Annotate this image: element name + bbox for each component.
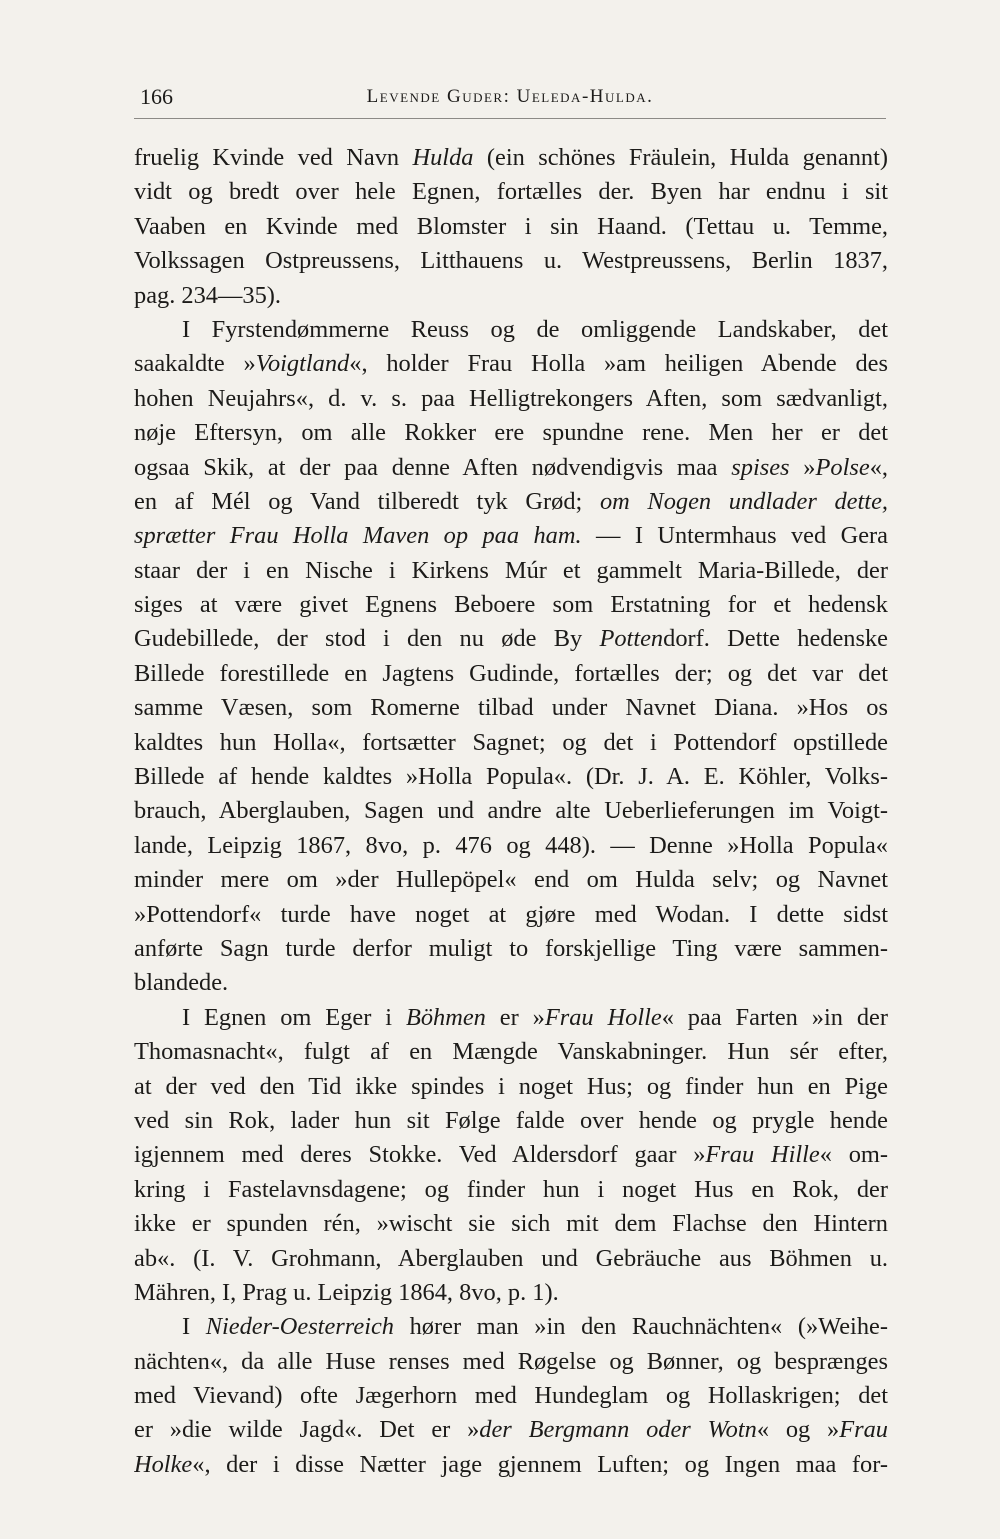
text-run: Volkssagen Ostpreussens, Litthauens u. Westpreussens, Berlin 1837,: [134, 247, 888, 275]
text-line: [134, 1448, 888, 1482]
text-line: [134, 726, 888, 760]
text-line: [134, 175, 888, 209]
text-line: [134, 760, 888, 794]
page-header: [134, 82, 886, 116]
text-line: [134, 451, 888, 485]
text-run: at der ved den Tid ikke spindes i noget Hus; og finder hun en Pige: [134, 1072, 888, 1100]
text-line: [134, 1138, 888, 1172]
text-run: fruelig Kvinde ved Navn: [134, 144, 413, 171]
text-run: dorf. Dette hedenske: [663, 625, 888, 653]
text-run: ogsaa Skik, at der paa denne Aften nødvendigvis maa: [134, 453, 732, 481]
italic-text: Nieder-Oesterreich: [205, 1313, 394, 1341]
text-run: Billede af hende kaldtes »Holla Popula«. (Dr. J. A. E. Köhler, Volks-: [134, 763, 888, 791]
text-run: nächten«, da alle Huse renses med Røgelse og Bønner, og besprænges: [134, 1347, 888, 1375]
text-run: samme Væsen, som Romerne tilbad under Navnet Diana. »Hos os: [134, 694, 888, 722]
text-line: [134, 279, 888, 313]
text-run: «, holder Frau Holla »am heiligen Abende des: [349, 350, 888, 378]
italic-text: Böhmen: [405, 1003, 486, 1031]
text-run: igjennem med deres Stokke. Ved Aldersdorf gaar »: [134, 1141, 706, 1169]
italic-text: der Bergmann oder Wotn: [479, 1416, 757, 1444]
italic-text: spises: [731, 453, 790, 481]
text-run: « og »: [756, 1416, 840, 1444]
text-run: ikke er spunden rén, »wischt sie sich mit dem Flachse den Hintern: [134, 1210, 888, 1238]
text-line: [134, 1104, 888, 1138]
text-line: [134, 1310, 888, 1344]
text-run: Vaaben en Kvinde med Blomster i sin Haand. (Tettau u. Temme,: [134, 212, 888, 240]
italic-text: Frau Hille: [705, 1141, 820, 1169]
text-run: minder mere om »der Hullepöpel« end om Hulda selv; og Navnet: [134, 866, 888, 894]
italic-text: Potten: [599, 625, 664, 653]
text-line: [134, 657, 888, 691]
text-run: nøje Eftersyn, om alle Rokker ere spundne rene. Men her er det: [134, 419, 888, 447]
text-run: anførte Sagn turde derfor muligt to forskjellige Ting være sammen-: [134, 934, 888, 962]
text-line: [134, 1070, 888, 1104]
text-line: [134, 313, 888, 347]
text-run: « paa Farten »in der: [661, 1003, 888, 1031]
text-line: [134, 244, 888, 278]
text-line: [134, 1345, 888, 1379]
text-run: kaldtes hun Holla«, fortsætter Sagnet; og det i Pottendorf opstillede: [134, 728, 888, 756]
text-run: saakaldte »: [134, 350, 256, 378]
text-line: [134, 1242, 888, 1276]
text-run: med Vievand) ofte Jægerhorn med Hundeglam og Hollaskrigen; det: [134, 1382, 888, 1410]
text-run: «, der i disse Nætter jage gjennem Luften; og Ingen maa for-: [192, 1450, 888, 1478]
text-run: pag. 234—35).: [134, 281, 281, 309]
body-text: [134, 141, 888, 1482]
text-run: «,: [869, 453, 888, 481]
text-line: [134, 347, 888, 381]
text-line: [134, 1379, 888, 1413]
text-line: [134, 1413, 888, 1447]
text-line: [134, 416, 888, 450]
text-run: brauch, Aberglauben, Sagen und andre alte Ueberlieferungen im Voigt-: [134, 797, 888, 825]
text-run: Billede forestillede en Jagtens Gudinde, fortælles der; og det var det: [134, 659, 888, 687]
text-line: [134, 966, 888, 1000]
text-line: [134, 588, 888, 622]
header-rule: [134, 118, 886, 119]
text-run: Gudebillede, der stod i den nu øde By: [134, 625, 600, 653]
running-title: Levende Guder: Ueleda-Hulda.: [366, 86, 654, 107]
text-line: [134, 141, 888, 175]
text-line: [134, 554, 888, 588]
text-line: [134, 1207, 888, 1241]
text-run: »Pottendorf« turde have noget at gjøre med Wodan. I dette sidst: [134, 900, 888, 928]
text-run: kring i Fastelavnsdagene; og finder hun i noget Hus en Rok, der: [134, 1175, 888, 1203]
italic-text: Polse: [815, 453, 870, 481]
italic-text: Frau Holle: [544, 1003, 662, 1031]
text-run: siges at være givet Egnens Beboere som Erstatning for et hedensk: [134, 591, 888, 619]
text-run: I Egnen om Eger i: [182, 1003, 406, 1031]
text-run: — I Untermhaus ved Gera: [581, 522, 888, 550]
text-run: »: [789, 453, 816, 481]
text-line: [134, 1173, 888, 1207]
text-run: hører man »in den Rauchnächten« (»Weihe-: [394, 1313, 888, 1341]
italic-text: Hulda: [412, 144, 474, 171]
text-line: [134, 622, 888, 656]
text-line: [134, 829, 888, 863]
italic-text: sprætter Frau Holla Maven op paa ham.: [134, 522, 582, 550]
text-run: ved sin Rok, lader hun sit Følge falde over hende og prygle hende: [134, 1106, 888, 1134]
text-run: I: [182, 1313, 206, 1341]
text-run: blandede.: [134, 969, 229, 997]
italic-text: om Nogen undlader dette,: [599, 487, 888, 515]
text-run: vidt og bredt over hele Egnen, fortælles der. Byen har endnu i sit: [134, 178, 888, 206]
text-run: ab«. (I. V. Grohmann, Aberglauben und Gebräuche aus Böhmen u.: [134, 1244, 888, 1272]
text-run: hohen Neujahrs«, d. v. s. paa Helligtrekongers Aften, som sædvanligt,: [134, 384, 888, 412]
text-line: [134, 794, 888, 828]
text-run: Mähren, I, Prag u. Leipzig 1864, 8vo, p. 1).: [134, 1278, 559, 1306]
text-run: er »die wilde Jagd«. Det er »: [134, 1416, 480, 1444]
italic-text: Voigtland: [255, 350, 350, 378]
text-run: staar der i en Nische i Kirkens Múr et gammelt Maria-Billede, der: [134, 556, 888, 584]
text-run: I Fyrstendømmerne Reuss og de omliggende Landskaber, det: [182, 315, 888, 343]
text-run: (ein schönes Fräulein, Hulda genannt): [473, 144, 888, 171]
text-line: [134, 691, 888, 725]
text-run: er »: [485, 1003, 545, 1031]
text-run: « om-: [819, 1141, 888, 1169]
text-line: [134, 1001, 888, 1035]
text-line: [134, 210, 888, 244]
text-line: [134, 485, 888, 519]
page-number: 166: [140, 84, 173, 109]
text-run: en af Mél og Vand tilberedt tyk Grød;: [134, 487, 600, 515]
text-line: [134, 1276, 888, 1310]
text-line: [134, 519, 888, 553]
text-line: [134, 863, 888, 897]
text-run: Thomasnacht«, fulgt af en Mængde Vanskabninger. Hun sér efter,: [134, 1038, 888, 1066]
text-line: [134, 932, 888, 966]
italic-text: Frau: [839, 1416, 888, 1444]
text-line: [134, 382, 888, 416]
text-run: lande, Leipzig 1867, 8vo, p. 476 og 448). — Denne »Holla Popula«: [134, 831, 888, 859]
italic-text: Holke: [134, 1450, 193, 1478]
text-line: [134, 1035, 888, 1069]
text-line: [134, 898, 888, 932]
